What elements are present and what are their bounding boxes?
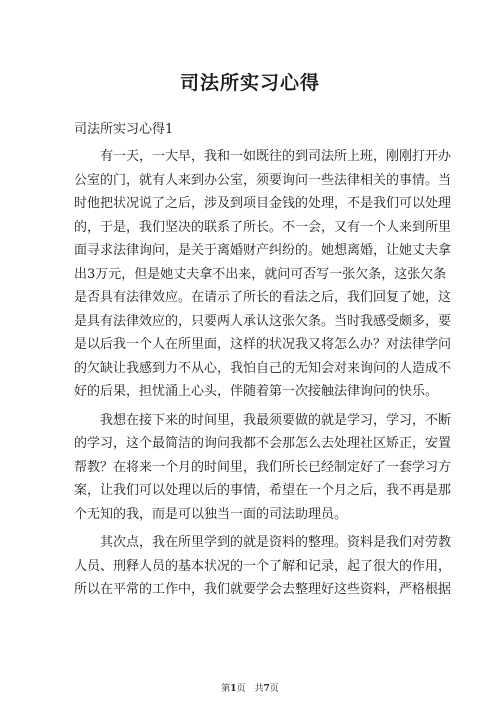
text-line: 出3万元，但是她丈夫拿不出来，就问可否写一张欠条，这张欠条 xyxy=(74,266,447,282)
text-line: 是具有法律效应的，只要两人承认这张欠条。当时我感受颇多，要 xyxy=(74,313,452,329)
paragraph-2 xyxy=(74,409,452,527)
document-subtitle: 司法所实习心得1 xyxy=(74,122,174,137)
footer-prefix: 第 xyxy=(221,684,231,694)
text-line: 所以在平常的工作中，我们就要学会去整理好这些资料，严格根据 xyxy=(74,582,452,597)
footer-middle: 页 共 xyxy=(236,684,264,694)
paragraph-3 xyxy=(74,531,452,602)
text-line: 的学习，这个最简洁的询问我都不会那怎么去处理社区矫正，安置 xyxy=(74,436,452,451)
text-line: 面寻求法律询问，是关于离婚财产纠纷的。她想离婚，让她丈夫拿 xyxy=(74,243,452,258)
text-line: 帮教？在将来一个月的时间里，我们所长已经制定好了一套学习方 xyxy=(74,459,452,475)
footer-page-number: 1 xyxy=(230,684,237,694)
page-footer xyxy=(0,683,500,695)
text-line: 有一天，一大早，我和一如既往的到司法所上班，刚刚打开办 xyxy=(100,149,452,164)
text-line: 其次点，我在所里学到的就是资料的整理。资料是我们对劳教 xyxy=(100,535,452,550)
footer-suffix: 页 xyxy=(269,684,279,694)
text-line: 人员、刑释人员的基本状况的一个了解和记录，起了很大的作用， xyxy=(74,558,452,574)
text-line: 的，于是，我们坚决的联系了所长。不一会，又有一个人来到所里 xyxy=(74,219,452,235)
text-line: 时他把状况说了之后，涉及到项目金钱的处理，不是我们可以处理 xyxy=(74,196,452,211)
paragraph-1 xyxy=(74,145,452,404)
text-line: 是否具有法律效应。在请示了所长的看法之后，我们回复了她，这 xyxy=(74,290,452,305)
text-line: 个无知的我，而是可以独当一面的司法助理员。 xyxy=(74,506,348,522)
text-line: 公室的门，就有人来到办公室，须要询问一些法律相关的事情。当 xyxy=(74,172,452,188)
text-line: 是以后我一个人在所里面，这样的状况我又将怎么办？对法律学问 xyxy=(74,337,452,352)
text-line: 的欠缺让我感到力不从心，我怕自己的无知会对来询问的人造成不 xyxy=(74,360,452,376)
text-line: 案，让我们可以处理以后的事情，希望在一个月之后，我不再是那 xyxy=(74,483,452,498)
document-title: 司法所实习心得 xyxy=(179,72,320,94)
footer-total-pages: 7 xyxy=(263,684,270,694)
text-line: 我想在接下来的时间里，我最须要做的就是学习，学习，不断 xyxy=(100,412,452,428)
document-body xyxy=(74,145,452,607)
text-line: 好的后果，担忧涌上心头，伴随着第一次接触法律询问的快乐。 xyxy=(74,384,439,399)
